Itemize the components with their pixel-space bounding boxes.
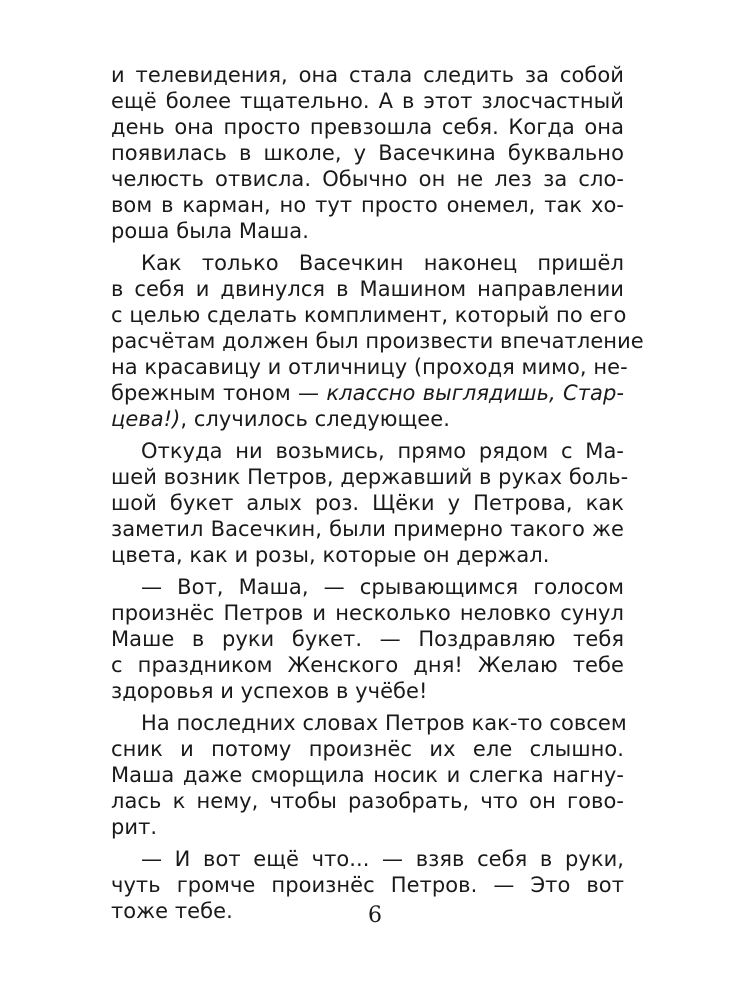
text-line: Маша даже сморщила носик и слегка нагну- bbox=[111, 763, 624, 787]
page-number: 6 bbox=[368, 903, 382, 928]
body-text bbox=[111, 62, 644, 924]
text-line: челюсть отвисла. Обычно он не лез за сло- bbox=[111, 167, 624, 191]
text-line: расчётам должен был произвести впечатление bbox=[111, 329, 644, 353]
text-line: тоже тебе. bbox=[111, 899, 233, 923]
text-line: ещё более тщательно. А в этот злосчастный bbox=[111, 89, 624, 113]
text-line: Маше в руки букет. — Поздравляю тебя bbox=[111, 627, 624, 651]
text-line: рит. bbox=[111, 815, 158, 839]
text-line: на красавицу и отличницу (проходя мимо, не- bbox=[111, 355, 628, 379]
italic-quote: классно выглядишь, Стар- bbox=[326, 381, 624, 405]
text-line-mixed bbox=[111, 380, 624, 406]
text-line: цвета, как и розы, которые он держал. bbox=[111, 543, 550, 567]
text-line: сник и потому произнёс их еле слышно. bbox=[111, 737, 624, 761]
text-line: заметил Васечкин, были примерно такого же bbox=[111, 517, 624, 541]
text-line: и телевидения, она стала следить за собой bbox=[111, 63, 624, 87]
text-line: роша была Маша. bbox=[111, 219, 309, 243]
text-line: здоровья и успехов в учёбе! bbox=[111, 679, 428, 703]
italic-quote-end: цева!) bbox=[111, 407, 181, 431]
text-line: лась к нему, чтобы разобрать, что он гово- bbox=[111, 789, 624, 813]
text-line: — Вот, Маша, — срывающимся голосом bbox=[141, 575, 624, 599]
text-line: с праздником Женского дня! Желаю тебе bbox=[111, 653, 624, 677]
text-line: шей возник Петров, державший в руках боль- bbox=[111, 465, 629, 489]
text-line-mixed bbox=[111, 406, 624, 432]
text-line: в себя и двинулся в Машином направлении bbox=[111, 277, 624, 301]
text-line: произнёс Петров и несколько неловко сунул bbox=[111, 601, 624, 625]
text-line: с целью сделать комплимент, который по его bbox=[111, 303, 627, 327]
text-segment: брежным тоном — bbox=[111, 381, 327, 405]
text-line: появилась в школе, у Васечкина буквально bbox=[111, 141, 624, 165]
text-line: шой букет алых роз. Щёки у Петрова, как bbox=[111, 491, 624, 515]
text-segment: , случилось следующее. bbox=[180, 407, 450, 431]
text-line: Как только Васечкин наконец пришёл bbox=[141, 251, 624, 275]
text-line: чуть громче произнёс Петров. — Это вот bbox=[111, 873, 624, 897]
text-line: Откуда ни возьмись, прямо рядом с Ма- bbox=[141, 439, 624, 463]
text-line: — И вот ещё что... — взяв себя в руки, bbox=[141, 847, 624, 871]
text-line: день она просто превзошла себя. Когда она bbox=[111, 115, 624, 139]
text-line: вом в карман, но тут просто онемел, так хо- bbox=[111, 193, 624, 217]
text-line: На последних словах Петров как-то совсем bbox=[141, 711, 627, 735]
